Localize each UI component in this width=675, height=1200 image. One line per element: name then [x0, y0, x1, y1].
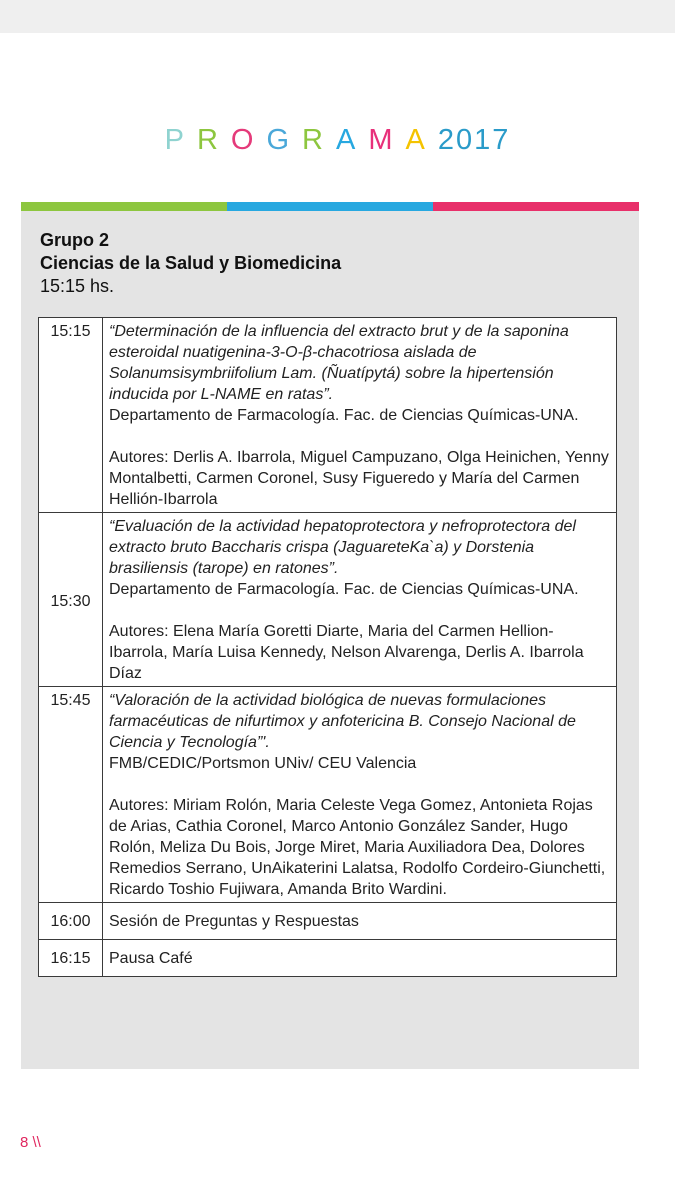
time-cell: 15:15 — [39, 318, 103, 513]
talk-title: “Determinación de la influencia del extracto brut y de la saponina esteroidal nuatigenina-3-O-β-chacotriosa aislada de Solanumsisymbriifolium Lam. (Ñuatípytá) sobre la hipertensión inducida por L-NAME en ratas”. — [109, 323, 569, 403]
page-number: 8 \\ — [20, 1134, 41, 1151]
authors-label: Autores: — [109, 623, 169, 640]
authors-list: Elena María Goretti Diarte, Maria del Carmen Hellion-Ibarrola, María Luisa Kennedy, Nelson Alvarenga, Derlis A. Ibarrola Díaz — [109, 623, 584, 682]
programa-letter: P — [164, 124, 184, 156]
programa-letter: M — [368, 124, 393, 156]
talk-authors — [109, 621, 610, 684]
time-cell: 16:15 — [39, 940, 103, 977]
talk-department: FMB/CEDIC/Portsmon UNiv/ CEU Valencia — [109, 755, 417, 772]
session-label: Sesión de Preguntas y Respuestas — [103, 903, 617, 940]
talk-title: “Evaluación de la actividad hepatoprotectora y nefroprotectora del extracto bruto Baccharis crispa (JaguareteKa`a) y Dorstenia brasiliensis (tarope) en ratones”. — [109, 518, 576, 577]
schedule-table — [38, 317, 617, 977]
authors-label: Autores: — [109, 449, 169, 466]
talk-authors — [109, 795, 610, 900]
table-row — [39, 687, 617, 903]
programa-letter: A — [336, 124, 356, 156]
programa-letter: O — [230, 124, 254, 156]
talk-cell — [103, 513, 617, 687]
table-row — [39, 903, 617, 940]
time-cell: 16:00 — [39, 903, 103, 940]
group-header — [40, 229, 341, 298]
talk-department: Departamento de Farmacología. Fac. de Ciencias Químicas-UNA. — [109, 407, 579, 424]
session-label: Pausa Café — [103, 940, 617, 977]
color-bar — [21, 202, 639, 211]
time-cell: 15:45 — [39, 687, 103, 903]
programa-letter: A — [405, 124, 425, 156]
programa-letter: R — [196, 124, 218, 156]
programa-title — [0, 124, 675, 157]
group-subtitle: Ciencias de la Salud y Biomedicina — [40, 253, 342, 273]
programa-letter: R — [302, 124, 323, 156]
color-bar-segment — [227, 202, 433, 211]
talk-authors — [109, 447, 610, 510]
time-cell: 15:30 — [39, 513, 103, 687]
programa-year: 2017 — [437, 124, 511, 156]
table-row — [39, 940, 617, 977]
color-bar-segment — [433, 202, 639, 211]
color-bar-segment — [21, 202, 227, 211]
schedule-panel — [21, 211, 639, 1069]
talk-cell — [103, 687, 617, 903]
talk-department: Departamento de Farmacología. Fac. de Ciencias Químicas-UNA. — [109, 581, 579, 598]
group-time: 15:15 hs. — [40, 276, 115, 296]
programa-letter: G — [266, 124, 290, 156]
talk-cell — [103, 318, 617, 513]
authors-list: Derlis A. Ibarrola, Miguel Campuzano, Olga Heinichen, Yenny Montalbetti, Carmen Coronel, Susy Figueredo y María del Carmen Hellión-Ibarrola — [109, 449, 609, 508]
authors-label: Autores: — [109, 797, 169, 814]
group-title: Grupo 2 — [40, 230, 110, 250]
top-bar — [0, 0, 675, 33]
talk-title: “Valoración de la actividad biológica de nuevas formulaciones farmacéuticas de nifurtimox y anfotericina B. Consejo Nacional de Ciencia y Tecnología”'. — [109, 692, 576, 751]
table-row — [39, 318, 617, 513]
table-row — [39, 513, 617, 687]
authors-list: Miriam Rolón, Maria Celeste Vega Gomez, Antonieta Rojas de Arias, Cathia Coronel, Marco Antonio González Sander, Hugo Rolón, Meliza Du Bois, Jorge Miret, Maria Auxiliadora Dea, Dolores Remedios Serrano, UnAikaterini Lalatsa, Rodolfo Cordeiro-Giunchetti, Ricardo Toshio Fujiwara, Amanda Brito Wardini. — [109, 797, 606, 898]
